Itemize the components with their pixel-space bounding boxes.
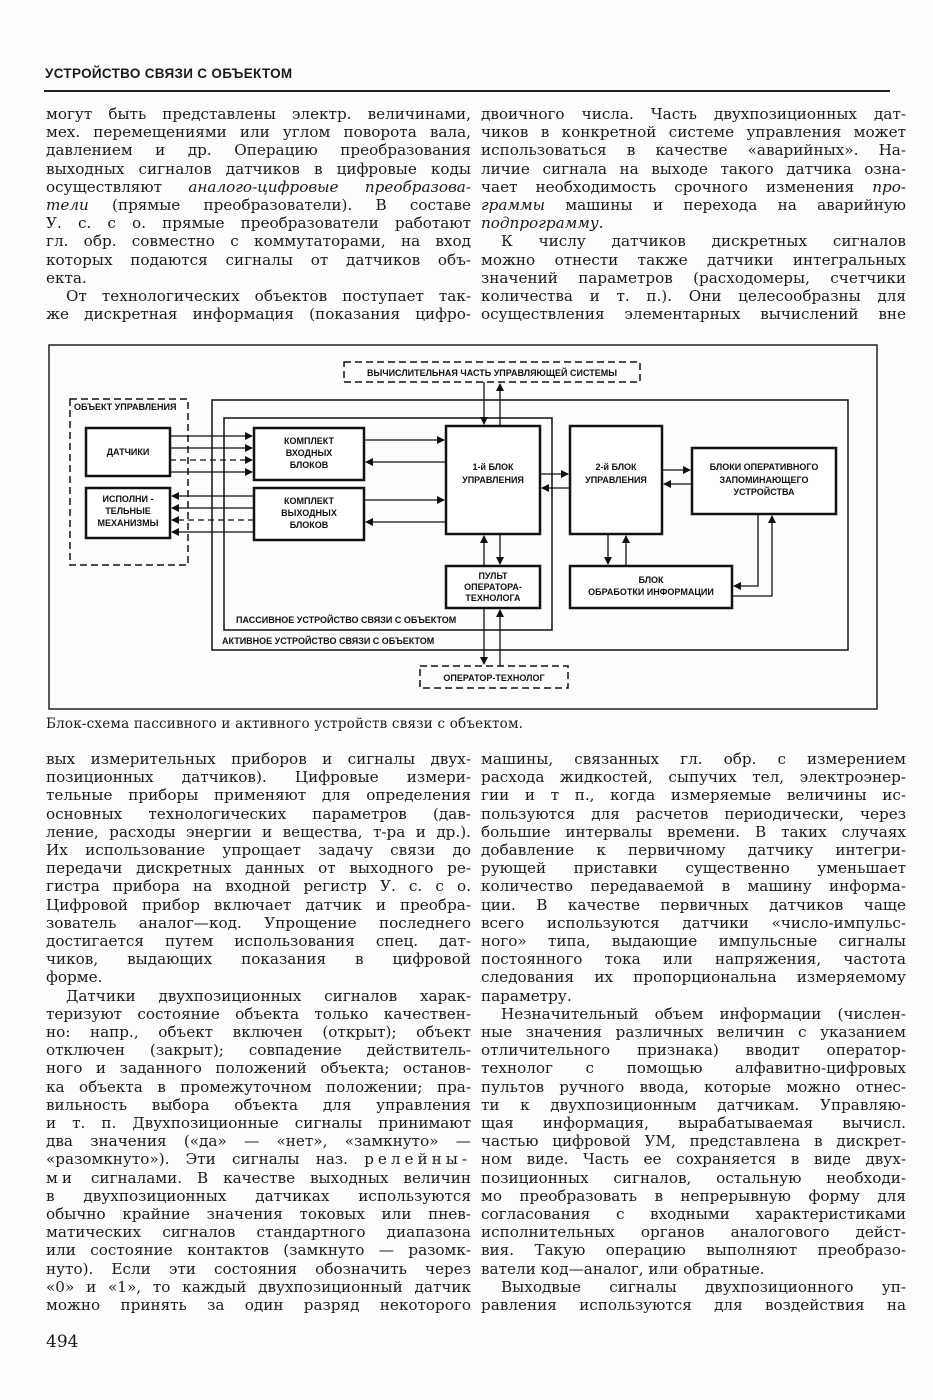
figure-caption: Блок-схема пассивного и активного устройств связи с объектом. (46, 716, 524, 732)
italic-term: про- (872, 177, 906, 196)
svg-text:ОПЕРАТОРА-: ОПЕРАТОРА- (464, 582, 522, 592)
bottom-right-column (481, 750, 906, 1314)
text-line: зователь аналог—код. Упрощение последнего (46, 913, 471, 932)
svg-text:1-й БЛОК: 1-й БЛОК (472, 462, 514, 472)
text-line: количество передаваемой в машину информа- (481, 877, 906, 896)
text-line: вия. Такую операцию выполняют преобразо- (481, 1241, 906, 1260)
svg-text:КОМПЛЕКТ: КОМПЛЕКТ (284, 496, 334, 506)
text-line: «0» и «1», то каждый двухпозиционный датчик (46, 1277, 471, 1296)
text-line: большие интервалы времени. В таких случаях (481, 822, 906, 841)
computing-part-label: ВЫЧИСЛИТЕЛЬНАЯ ЧАСТЬ УПРАВЛЯЮЩЕЙ СИСТЕМЫ (366, 368, 618, 378)
text-line: чает необходимость срочного изменения про- (481, 177, 906, 196)
text-line: ми сигналами. В качестве выходных величин (46, 1168, 471, 1187)
active-device-label: АКТИВНОЕ УСТРОЙСТВО СВЯЗИ С ОБЪЕКТОМ (222, 636, 435, 646)
text-line: пультов ручного ввода, которые можно отнес- (481, 1077, 906, 1096)
text-line: частью цифровой УМ, представлена в дискрет- (481, 1132, 906, 1151)
text-line: согласования с входными характеристиками (481, 1205, 906, 1224)
text-line: или состояние контактов (замкнуто — разомк- (46, 1241, 471, 1260)
italic-term: аналого-цифровые преобразова- (188, 177, 471, 196)
text-line: машины, связанных гл. обр. с измерением (481, 750, 906, 768)
text-line: следования их пропорциональна измеряемому (481, 968, 906, 987)
text-line: От технологических объектов поступает так- (66, 287, 471, 306)
text-line: расхода жидкостей, сыпучих тел, электроэнер- (481, 768, 906, 787)
svg-text:БЛОКИ ОПЕРАТИВНОГО: БЛОКИ ОПЕРАТИВНОГО (709, 462, 819, 472)
text-line: мех. перемещениями или углом поворота вала, (46, 123, 471, 142)
text-line: ление, расходы энергии и вещества, т-ра и др.). (46, 822, 471, 841)
text-line: екта. (46, 268, 87, 287)
passive-device-label: ПАССИВНОЕ УСТРОЙСТВО СВЯЗИ С ОБЪЕКТОМ (236, 615, 457, 625)
svg-text:МЕХАНИЗМЫ: МЕХАНИЗМЫ (97, 518, 159, 528)
text-line: гистра прибора на входной регистр У. с. с о. (46, 877, 471, 896)
svg-text:ТЕЛЬНЫЕ: ТЕЛЬНЫЕ (105, 506, 151, 516)
text-line: значений параметров (расходомеры, счетчики (481, 268, 906, 287)
control-object-box (70, 399, 188, 565)
svg-text:УПРАВЛЕНИЯ: УПРАВЛЕНИЯ (585, 475, 647, 485)
svg-text:КОМПЛЕКТ: КОМПЛЕКТ (284, 436, 334, 446)
svg-text:БЛОК: БЛОК (638, 575, 664, 585)
spaced-term: релейны- (364, 1150, 471, 1169)
svg-text:ЗАПОМИНАЮЩЕГО: ЗАПОМИНАЮЩЕГО (719, 475, 809, 485)
text-line: вильность выбора объекта для управления (46, 1095, 471, 1114)
text-line: личие сигнала на выходе такого датчика озна- (481, 159, 906, 178)
text-line: У. с. с о. прямые преобразователи работают (46, 214, 471, 233)
operator-label: ОПЕРАТОР-ТЕХНОЛОГ (443, 673, 545, 683)
text-line: чиков в конкретной системе управления может (481, 123, 906, 142)
text-line: давлением и др. Операцию преобразования (46, 141, 471, 160)
text-line: Незначительный объем информации (числен- (501, 1004, 906, 1023)
text-line: щая информация, вырабатываемая вычисл. (481, 1114, 906, 1133)
svg-text:ВХОДНЫХ: ВХОДНЫХ (285, 448, 333, 458)
text-line: Выходвые сигналы двухпозиционного уп- (501, 1277, 906, 1296)
text-line: форме. (46, 968, 103, 987)
svg-text:ОБРАБОТКИ ИНФОРМАЦИИ: ОБРАБОТКИ ИНФОРМАЦИИ (588, 587, 714, 597)
text-line: вых измерительных приборов и сигналы двух- (46, 750, 471, 768)
text-line: параметру. (481, 986, 572, 1005)
text-line: всего используются датчики «число-импульс- (481, 913, 906, 932)
text-line: могут быть представлены электр. величинами, (46, 105, 471, 123)
text-line: осуществления элементарных вычислений вне (481, 305, 906, 324)
svg-text:БЛОКОВ: БЛОКОВ (289, 520, 329, 530)
svg-text:УПРАВЛЕНИЯ: УПРАВЛЕНИЯ (462, 475, 524, 485)
text-line: Цифровой прибор включает датчик и преобра- (46, 895, 471, 914)
text-line: равления используются для воздействия на (481, 1296, 906, 1315)
text-line: ного» типа, выдающие импульсные сигналы (481, 932, 906, 951)
svg-text:ТЕХНОЛОГА: ТЕХНОЛОГА (465, 593, 521, 603)
top-right-column (481, 105, 906, 323)
text-line: исполнительных органов аналогового дейст- (481, 1223, 906, 1242)
svg-text:УСТРОЙСТВА: УСТРОЙСТВА (733, 487, 795, 497)
text-line: граммы машины и перехода на аварийную (481, 196, 906, 215)
italic-term: подпрограмму. (481, 214, 604, 233)
text-line: теризуют состояние объекта только качествен- (46, 1004, 471, 1023)
text-line: количества и т. п.). Они целесообразны для (481, 287, 906, 306)
text-line: можно принять за один разряд некоторого (46, 1296, 471, 1315)
text-line: ции. В качестве первичных датчиков чаще (481, 895, 906, 914)
text-line: ном виде. Часть ее сохраняется в виде двух- (481, 1150, 906, 1169)
text-line: ные значения различных величин с указанием (481, 1023, 906, 1042)
text-line: технолог с помощью алфавитно-цифровых (481, 1059, 906, 1078)
text-line: «разомкнуто»). Эти сигналы наз. релейны- (46, 1150, 471, 1169)
block-diagram-figure (48, 344, 878, 710)
text-line: достигается путем использования спец. дат- (46, 932, 471, 951)
italic-term: граммы (481, 196, 546, 215)
top-left-column (46, 105, 471, 323)
text-line: гии и т п., когда измеряемые величины ис- (481, 786, 906, 805)
text-line: тельные приборы применяют для определения (46, 786, 471, 805)
svg-text:ВЫХОДНЫХ: ВЫХОДНЫХ (281, 508, 337, 518)
text-line: выходных сигналов датчиков в цифровые коды (46, 159, 471, 178)
text-line: отключен (закрыт); совпадение действитель- (46, 1041, 471, 1060)
text-line: ка объекта в промежуточном положении; пра- (46, 1077, 471, 1096)
text-line: ватели код—аналог, или обратные. (481, 1259, 765, 1278)
svg-text:ИСПОЛНИ -: ИСПОЛНИ - (102, 494, 154, 504)
text-line: которых подаются сигналы от датчиков объ- (46, 250, 471, 269)
text-line: матических сигналов стандартного диапазона (46, 1223, 471, 1242)
text-line: и т. п. Двухпозиционные сигналы принимают (46, 1114, 471, 1133)
header-rule (44, 90, 890, 92)
text-line: позиционных сигналов, остальную необходи- (481, 1168, 906, 1187)
text-line: два значения («да» — «нет», «замкнуто» — (46, 1132, 471, 1151)
text-line: мо преобразовать в непрерывную форму для (481, 1186, 906, 1205)
text-line: же дискретная информация (показания цифро- (46, 305, 471, 324)
svg-text:БЛОКОВ: БЛОКОВ (289, 460, 329, 470)
text-line: двоичного числа. Часть двухпозиционных дат- (481, 105, 906, 123)
text-line: позиционных датчиков). Цифровые измери- (46, 768, 471, 787)
text-line: нуто). Если эти состояния обозначить через (46, 1259, 471, 1278)
control-object-label: ОБЪЕКТ УПРАВЛЕНИЯ (74, 402, 177, 412)
text-line: постоянного тока или напряжения, частота (481, 950, 906, 969)
italic-term: тели (46, 196, 89, 215)
spaced-term: ми (46, 1168, 76, 1187)
text-line: К числу датчиков дискретных сигналов (501, 232, 906, 251)
svg-text:ПУЛЬТ: ПУЛЬТ (478, 571, 508, 581)
bottom-left-column (46, 750, 471, 1314)
text-line: отличительного признака) вводит оператор- (481, 1041, 906, 1060)
text-line: пользуются для расчетов периодически, через (481, 804, 906, 823)
svg-text:2-й БЛОК: 2-й БЛОК (595, 462, 637, 472)
text-line: Датчики двухпозиционных сигналов харак- (66, 986, 471, 1005)
text-line: ти к двухпозиционным датчикам. Управляю- (481, 1095, 906, 1114)
text-line: рующей приставки существенно уменьшает (481, 859, 906, 878)
text-line: передачи дискретных данных от выходного ре- (46, 859, 471, 878)
text-line: Их использование упрощает задачу связи до (46, 841, 471, 860)
block-diagram (48, 344, 878, 710)
svg-text:ДАТЧИКИ: ДАТЧИКИ (106, 447, 150, 457)
text-line: обычно крайние значения токовых или пнев- (46, 1205, 471, 1224)
page-number: 494 (46, 1332, 79, 1352)
text-line: можно отнести также датчики интегральных (481, 250, 906, 269)
text-line: тели (прямые преобразователи). В составе (46, 196, 471, 215)
text-line: ного и заданного положений объекта; останов- (46, 1059, 471, 1078)
text-line: чиков, выдающих показания в цифровой (46, 950, 471, 969)
text-line: основных технологических параметров (дав- (46, 804, 471, 823)
text-line: осуществляют аналого-цифровые преобразова- (46, 177, 471, 196)
running-head: УСТРОЙСТВО СВЯЗИ С ОБЪЕКТОМ (45, 66, 293, 81)
text-line: гл. обр. совместно с коммутаторами, на вход (46, 232, 471, 251)
text-line: использоваться в качестве «аварийных». На- (481, 141, 906, 160)
text-line: но: напр., объект включен (открыт); объект (46, 1023, 471, 1042)
text-line: добавление к первичному датчику интегри- (481, 841, 906, 860)
text-line: в двухпозиционных датчиках используются (46, 1186, 471, 1205)
